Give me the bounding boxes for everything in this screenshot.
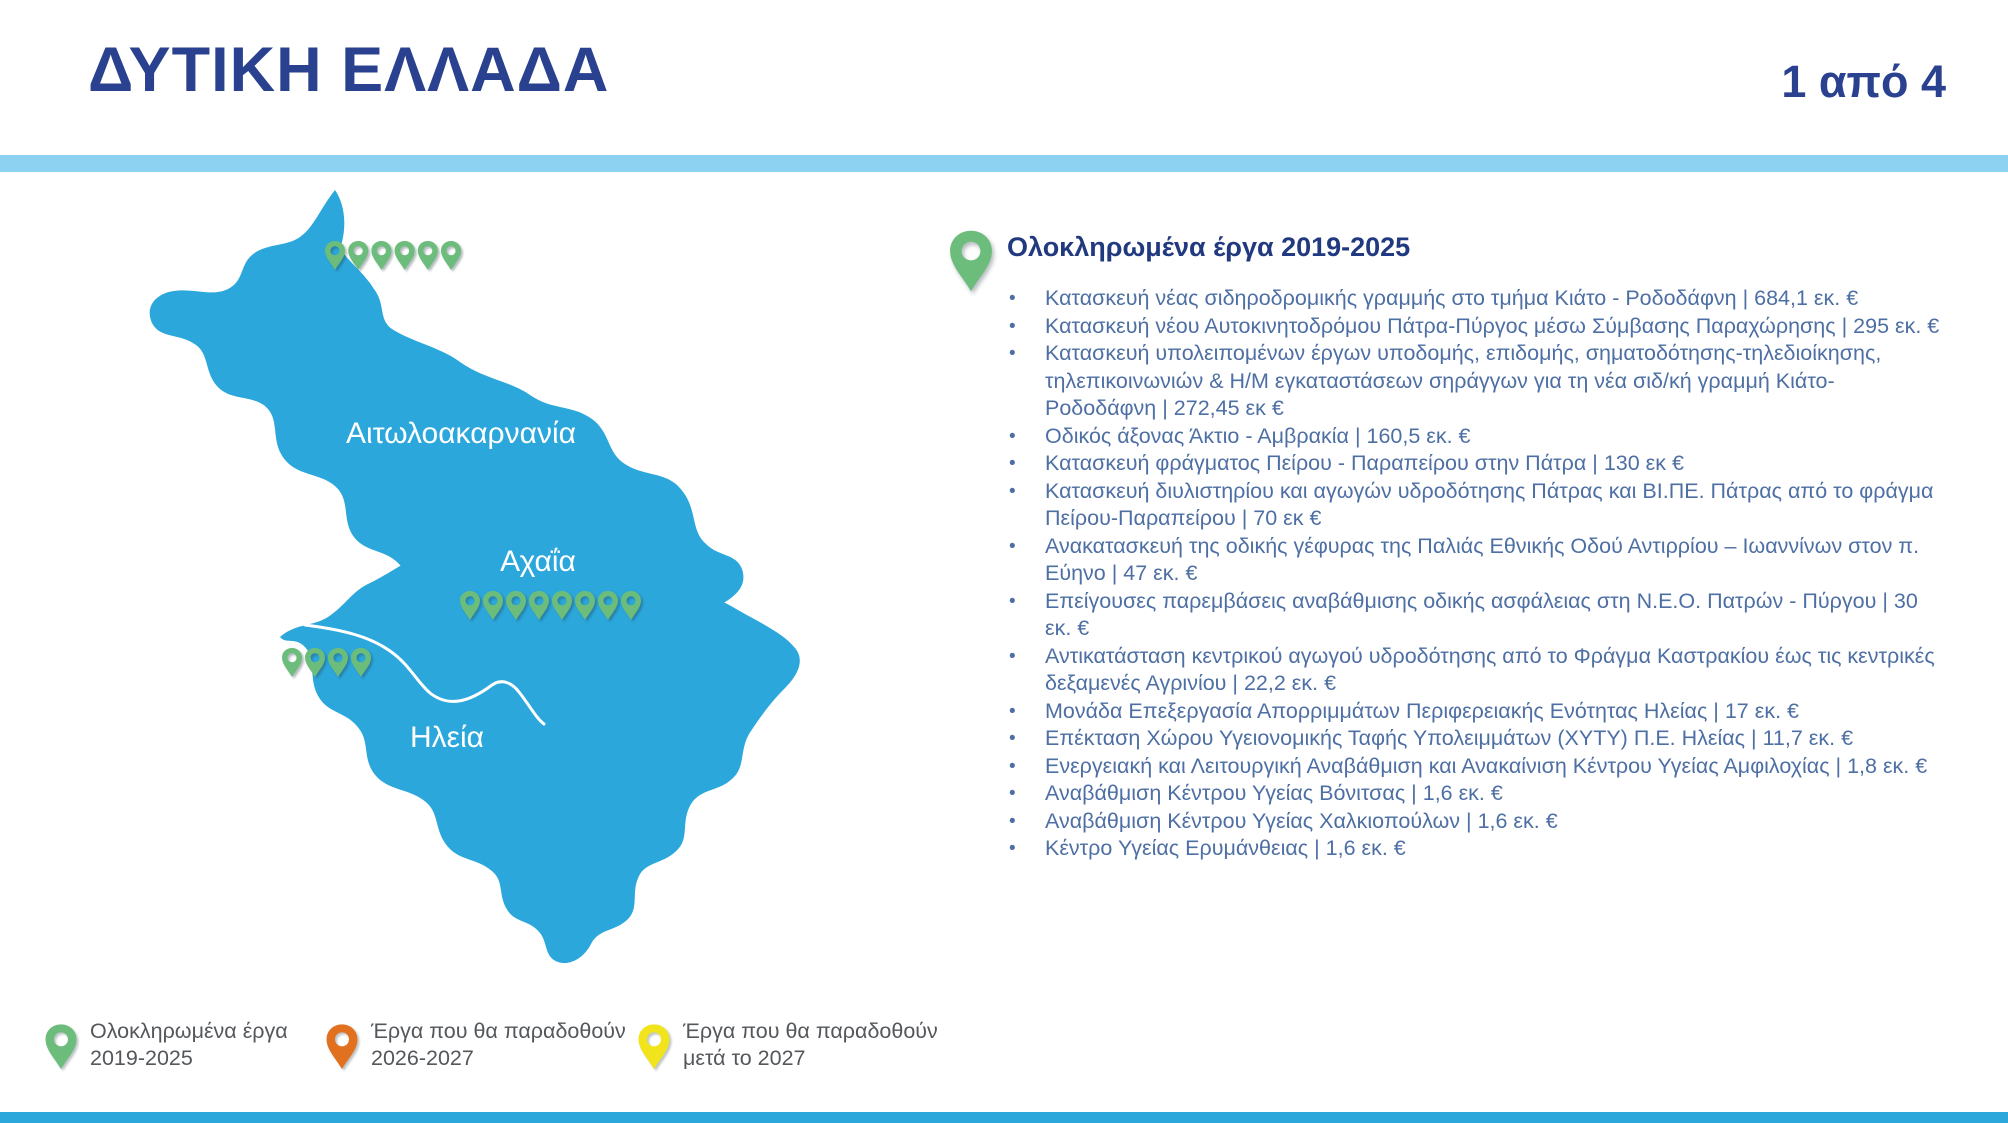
legend-label: [371, 1018, 626, 1072]
map-pin: [395, 241, 415, 270]
project-item: • Κατασκευή υπολειπομένων έργων υποδομής, επιδομής, σηματοδότησης-τηλεδιοίκησης, τηλεπικοινωνιών & Η/Μ εγκαταστάσεων σηράγγων για τη νέα σιδ/κή γραμμή Κιάτο-Ροδοδάφνη | 272,45 εκ €: [1045, 340, 1945, 423]
project-item: • Κατασκευή διυλιστηρίου και αγωγών υδροδότησης Πάτρας και ΒΙ.ΠΕ. Πάτρας από το φράγμα Πείρου-Παραπείρου | 70 εκ €: [1045, 478, 1945, 533]
legend-item-completed: [44, 1018, 288, 1072]
region-label-achaia: Αχαΐα: [500, 545, 576, 578]
project-item: • Επείγουσες παρεμβάσεις αναβάθμισης οδικής ασφάλειας στη Ν.Ε.Ο. Πατρών - Πύργου | 30 εκ. €: [1045, 588, 1945, 643]
legend-label-line1: Έργα που θα παραδοθούν: [683, 1019, 938, 1043]
project-item: • Κέντρο Υγείας Ερυμάνθειας | 1,6 εκ. €: [1045, 835, 1945, 863]
top-divider-bar: [0, 155, 2008, 172]
project-item: • Ανακατασκευή της οδικής γέφυρας της Παλιάς Εθνικής Οδού Αντιρρίου – Ιωαννίνων στον π. Εύηνο | 47 εκ. €: [1045, 533, 1945, 588]
region-label-ileia: Ηλεία: [409, 721, 485, 754]
page-indicator: 1 από 4: [1781, 56, 1946, 107]
project-item: • Μονάδα Επεξεργασία Απορριμμάτων Περιφερειακής Ενότητας Ηλείας | 17 εκ. €: [1045, 698, 1945, 726]
legend-label-line1: Έργα που θα παραδοθούν: [371, 1019, 626, 1043]
project-item: • Κατασκευή φράγματος Πείρου - Παραπείρου στην Πάτρα | 130 εκ €: [1045, 450, 1945, 478]
project-item: • Αντικατάσταση κεντρικού αγωγού υδροδότησης από το Φράγμα Καστρακίου έως τις κεντρικές δεξαμενές Αγρινίου | 22,2 εκ. €: [1045, 643, 1945, 698]
map-pin: [371, 241, 391, 270]
legend-label-line1: Ολοκληρωμένα έργα: [90, 1019, 288, 1043]
map-pin: [282, 648, 302, 677]
legend-green-pin-icon: [44, 1022, 78, 1070]
project-item: • Ενεργειακή και Λειτουργική Αναβάθμιση και Ανακαίνιση Κέντρου Υγείας Αμφιλοχίας | 1,8 εκ. €: [1045, 753, 1945, 781]
project-item: • Κατασκευή νέου Αυτοκινητοδρόμου Πάτρα-Πύργος μέσω Σύμβασης Παραχώρησης | 295 εκ. €: [1045, 313, 1945, 341]
region-map: [100, 175, 820, 985]
projects-panel: [945, 226, 1975, 863]
legend-label-line2: 2019-2025: [90, 1046, 193, 1070]
project-item: • Αναβάθμιση Κέντρου Υγείας Βόνιτσας | 1,6 εκ. €: [1045, 780, 1945, 808]
bottom-divider-bar: [0, 1112, 2008, 1123]
map-pin: [418, 241, 438, 270]
legend: [0, 1018, 2008, 1088]
completed-pin-icon: [948, 228, 994, 292]
project-item: • Επέκταση Χώρου Υγειονομικής Ταφής Υπολειμμάτων (ΧΥΤΥ) Π.Ε. Ηλείας | 11,7 εκ. €: [1045, 725, 1945, 753]
project-item: • Οδικός άξονας Άκτιο - Αμβρακία | 160,5 εκ. €: [1045, 423, 1945, 451]
legend-label-line2: μετά το 2027: [683, 1046, 806, 1070]
legend-yellow-pin-icon: [637, 1022, 671, 1070]
legend-item-2026-2027: [325, 1018, 626, 1072]
legend-item-after-2027: [637, 1018, 938, 1072]
page-title: ΔΥΤΙΚΗ ΕΛΛΑΔΑ: [88, 35, 610, 105]
project-list: [1007, 285, 1945, 863]
legend-label-line2: 2026-2027: [371, 1046, 474, 1070]
project-item: • Κατασκευή νέας σιδηροδρομικής γραμμής στο τμήμα Κιάτο - Ροδοδάφνη | 684,1 εκ. €: [1045, 285, 1945, 313]
legend-label: [90, 1018, 288, 1072]
legend-label: [683, 1018, 938, 1072]
project-item: • Αναβάθμιση Κέντρου Υγείας Χαλκιοπούλων | 1,6 εκ. €: [1045, 808, 1945, 836]
map-pin: [441, 241, 461, 270]
legend-orange-pin-icon: [325, 1022, 359, 1070]
projects-heading: Ολοκληρωμένα έργα 2019-2025: [1007, 232, 1411, 262]
region-label-aitoloakarnania: Αιτωλοακαρνανία: [346, 417, 576, 450]
